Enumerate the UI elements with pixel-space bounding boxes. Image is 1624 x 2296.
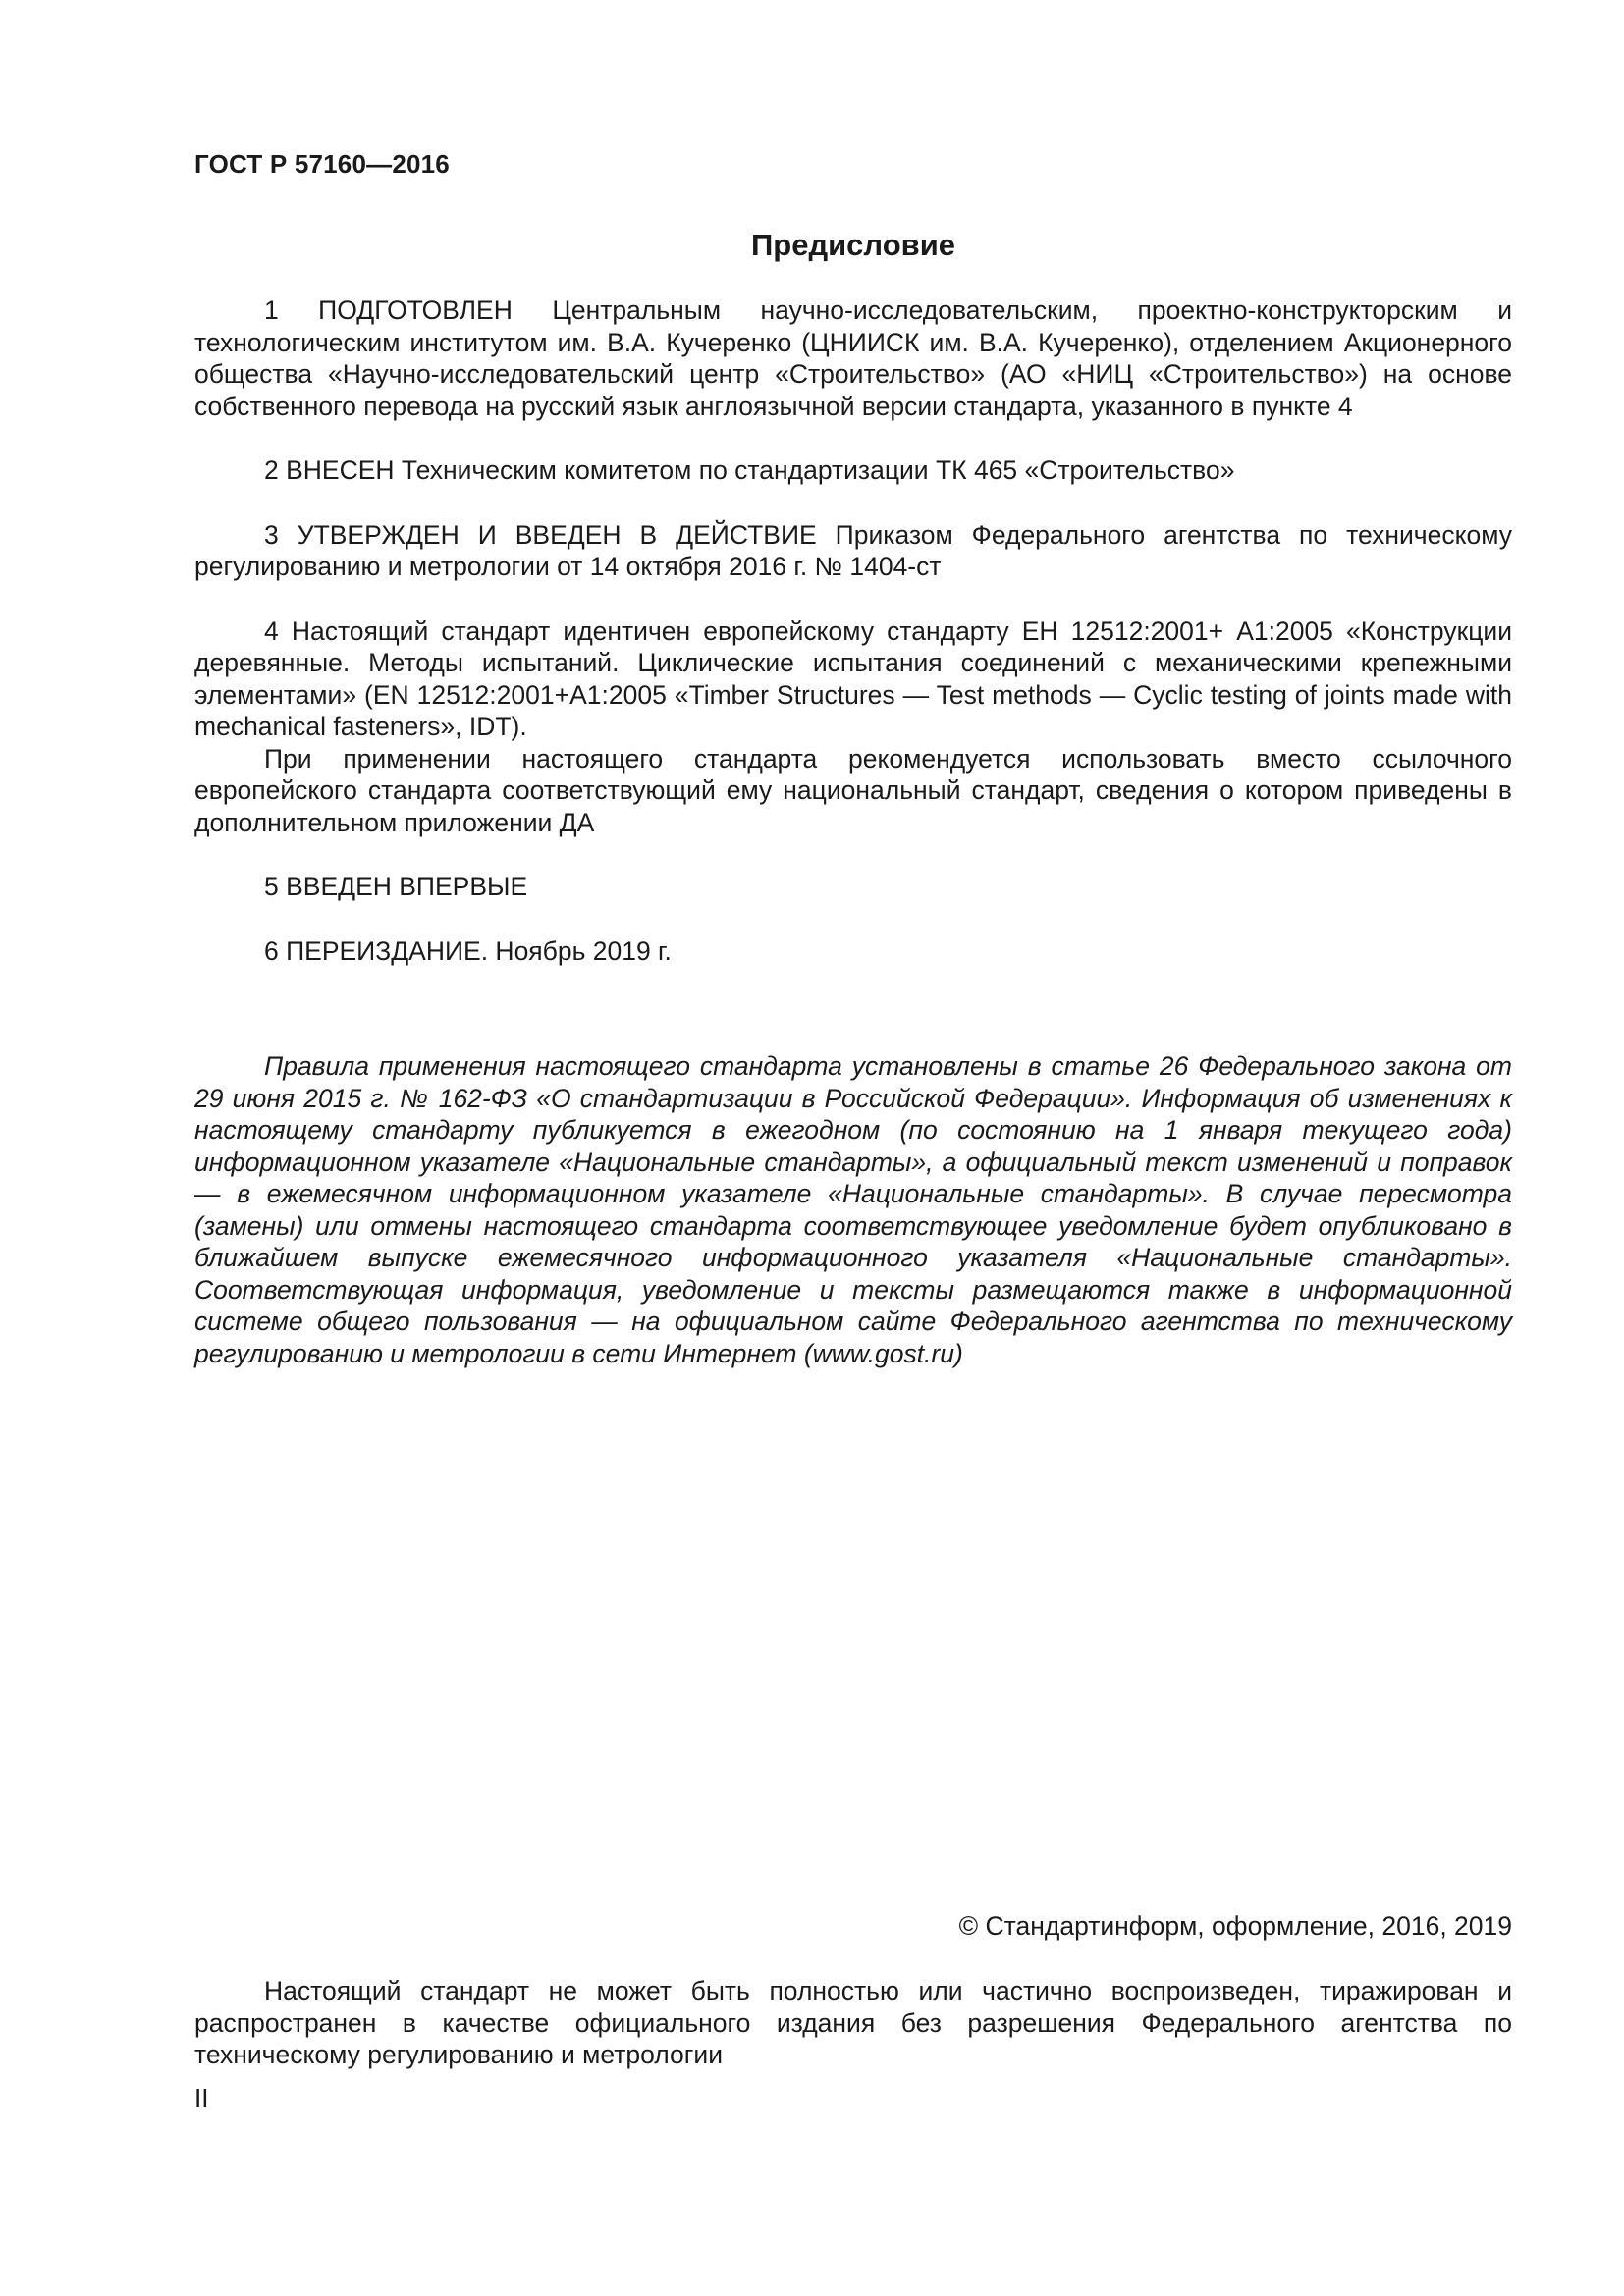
reproduction-notice: Настоящий стандарт не может быть полностью или частично воспроизведен, тиражирован и распространен в качестве официального издания без разрешения Федерального агентства по техническому регулированию и метрологии	[194, 1976, 1512, 2069]
preface-item-1: 1 ПОДГОТОВЛЕН Центральным научно-исследовательским, проектно-конструкторским и технологическим институтом им. В.А. Кучеренко (ЦНИИСК им. В.А. Кучеренко), отделением Акционерного общества «Научно-исследовательский центр «Строительство» (АО «НИЦ «Строительство») на основе собственного перевода на русский язык англоязычной версии стандарта, указанного в пункте 4	[194, 295, 1512, 421]
preface-item-3: 3 УТВЕРЖДЕН И ВВЕДЕН В ДЕЙСТВИЕ Приказом Федерального агентства по техническому регулированию и метрологии от 14 октября 2016 г. № 1404-ст	[194, 519, 1512, 581]
preface-item-4-note: При применении настоящего стандарта рекомендуется использовать вместо ссылочного европейского стандарта соответствующий ему национальный стандарт, сведения о котором приведены в дополнительном приложении ДА	[194, 743, 1512, 837]
page-number: II	[194, 2083, 209, 2112]
document-code-header: ГОСТ Р 57160—2016	[194, 149, 450, 179]
application-rules-note: Правила применения настоящего стандарта установлены в статье 26 Федерального закона от 29 июня 2015 г. № 162-ФЗ «О стандартизации в Российской Федерации». Информация об изменениях к настоящему стандарту публикуется в ежегодном (по состоянию на 1 января текущего года) информационном указателе «Национальные стандарты», а официальный текст изменений и поправок — в ежемесячном информационном указателе «Национальные стандарты». В случае пересмотра (замены) или отмены настоящего стандарта соответствующее уведомление будет опубликовано в ближайшем выпуске ежемесячного информационного указателя «Национальные стандарты». Соответствующая информация, уведомление и тексты размещаются также в информационной системе общего пользования — на официальном сайте Федерального агентства по техническому регулированию и метрологии в сети Интернет (www.gost.ru)	[194, 1051, 1512, 1368]
page-title: Предисловие	[750, 228, 955, 262]
preface-item-5: 5 ВВЕДЕН ВПЕРВЫЕ	[264, 872, 528, 901]
preface-body	[194, 294, 1512, 967]
copyright-line: © Стандартинформ, оформление, 2016, 2019	[958, 1911, 1512, 1941]
preface-item-6: 6 ПЕРЕИЗДАНИЕ. Ноябрь 2019 г.	[264, 935, 672, 966]
preface-item-4: 4 Настоящий стандарт идентичен европейскому стандарту ЕН 12512:2001+ А1:2005 «Конструкции деревянные. Методы испытаний. Циклические испытания соединений с механическими крепежными элементами» (EN 12512:2001+A1:2005 «Timber Structures — Test methods — Cyclic testing of joints made with mechanical fasteners», IDT).	[194, 615, 1512, 741]
preface-item-2: 2 ВНЕСЕН Техническим комитетом по стандартизации ТК 465 «Строительство»	[264, 455, 1235, 485]
